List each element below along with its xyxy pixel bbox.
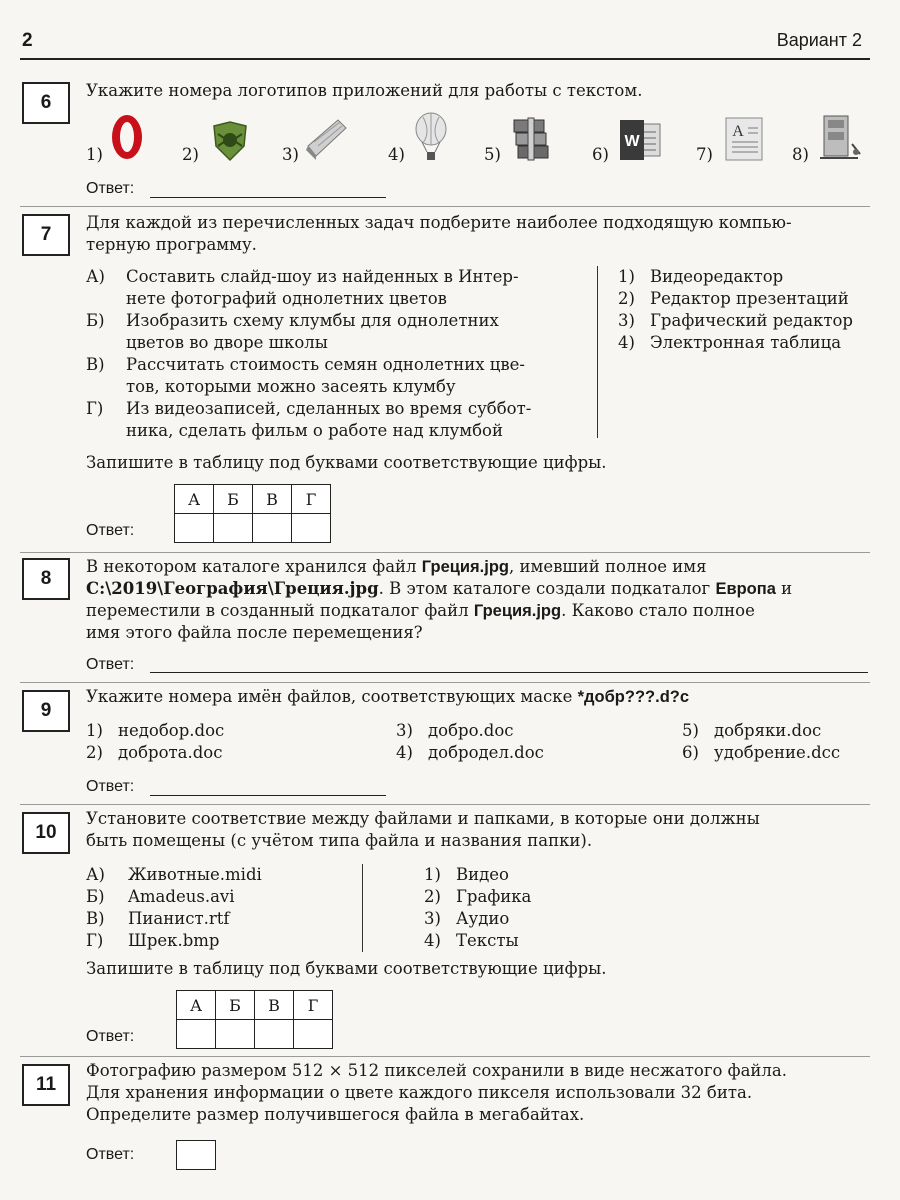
text-run: , имевший полное имя [509, 557, 707, 576]
q6-option-label: 7) [696, 145, 713, 164]
q8-text-line-2 [86, 578, 868, 600]
opera-icon [110, 112, 144, 162]
answer-cell-v[interactable] [253, 514, 292, 543]
file-letter: Б) [86, 887, 105, 906]
text-run: . Каково стало полное [561, 601, 755, 620]
balloon-icon [414, 112, 448, 162]
q8-text-line-4: имя этого файла после перемещения? [86, 623, 423, 642]
task-letter: Б) [86, 311, 105, 330]
file-name: Шрек.bmp [128, 931, 220, 950]
file-number: 6) [682, 743, 699, 762]
answer-label: Ответ: [86, 180, 135, 197]
task-text: Составить слайд-шоу из найденных в Интер- [126, 267, 519, 286]
path-emphasis: C:\2019\География\Греция.jpg [86, 579, 379, 598]
separator [20, 206, 870, 207]
file-name: удобрение.dcc [714, 743, 841, 762]
q6-option-7[interactable] [696, 112, 776, 164]
q10-text-line-1: Установите соответствие между файлами и папками, в которые они должны [86, 809, 760, 828]
q10-instruction: Запишите в таблицу под буквами соответствующие цифры. [86, 959, 607, 978]
task-text: Из видеозаписей, сделанных во время суббот- [126, 399, 532, 418]
word-icon [618, 118, 662, 162]
file-number: 3) [396, 721, 413, 740]
q7-text-line-2: терную программу. [86, 235, 257, 254]
folder-emphasis: Европа [715, 580, 776, 598]
question-number-8: 8 [22, 558, 70, 600]
q6-option-label: 3) [282, 145, 299, 164]
text-run: Укажите номера имён файлов, соответствующих маске [86, 687, 578, 706]
file-number: 4) [396, 743, 413, 762]
task-letter: Г) [86, 399, 104, 418]
q9-answer-field[interactable] [150, 794, 386, 796]
file-letter: А) [86, 865, 105, 884]
q6-option-1[interactable] [86, 112, 166, 164]
header-rule [20, 58, 870, 60]
q6-option-label: 6) [592, 145, 609, 164]
question-number-6: 6 [22, 82, 70, 124]
folder-number: 3) [424, 909, 441, 928]
text-run: переместили в созданный подкаталог файл [86, 601, 474, 620]
file-name: добро.doc [428, 721, 514, 740]
answer-label: Ответ: [86, 1146, 135, 1163]
q6-option-label: 4) [388, 145, 405, 164]
variant-title: Вариант 2 [776, 30, 862, 50]
separator [20, 552, 870, 553]
table-header-g: Г [292, 485, 331, 514]
answer-label: Ответ: [86, 522, 135, 539]
file-name: недобор.doc [118, 721, 225, 740]
answer-cell-g[interactable] [292, 514, 331, 543]
page-number: 2 [22, 30, 33, 51]
q6-option-2[interactable] [182, 112, 262, 164]
q6-option-label: 1) [86, 145, 103, 164]
q11-text-line-1: Фотографию размером 512 × 512 пикселей сохранили в виде несжатого файла. [86, 1061, 787, 1080]
task-letter: В) [86, 355, 105, 374]
answer-label: Ответ: [86, 1028, 135, 1045]
dr-web-icon [210, 120, 250, 162]
table-header-a: А [175, 485, 214, 514]
question-number-10: 10 [22, 812, 70, 854]
question-number-7: 7 [22, 214, 70, 256]
q6-option-4[interactable] [388, 112, 468, 164]
q8-text-line-1 [86, 556, 868, 578]
q6-option-6[interactable] [592, 112, 672, 164]
q11-text-line-3: Определите размер получившегося файла в мегабайтах. [86, 1105, 585, 1124]
program-label: Видеоредактор [650, 267, 784, 286]
folder-number: 4) [424, 931, 441, 950]
filename-emphasis: Греция.jpg [421, 558, 509, 576]
task-text: цветов во дворе школы [126, 333, 328, 352]
program-number: 1) [618, 267, 635, 286]
file-number: 5) [682, 721, 699, 740]
folder-label: Аудио [456, 909, 510, 928]
file-letter: В) [86, 909, 105, 928]
answer-label: Ответ: [86, 656, 135, 673]
q6-option-label: 2) [182, 145, 199, 164]
answer-cell-a[interactable] [177, 1020, 216, 1049]
column-divider [597, 266, 598, 438]
file-name: Amadeus.avi [128, 887, 235, 906]
text-run: и [775, 579, 793, 598]
q6-option-5[interactable] [484, 112, 564, 164]
svg-text:A: A [732, 123, 744, 140]
file-name: доброта.doc [118, 743, 223, 762]
q10-answer-table [176, 990, 333, 1049]
task-text: Изобразить схему клумбы для однолетних [126, 311, 499, 330]
table-header-v: В [255, 991, 294, 1020]
table-header-b: Б [214, 485, 253, 514]
answer-cell-g[interactable] [294, 1020, 333, 1049]
q7-answer-table [174, 484, 331, 543]
file-name: Пианист.rtf [128, 909, 230, 928]
answer-label: Ответ: [86, 778, 135, 795]
program-label: Электронная таблица [650, 333, 842, 352]
folder-label: Графика [456, 887, 532, 906]
mask-emphasis: *добр???.d?c [577, 688, 690, 706]
task-letter: А) [86, 267, 105, 286]
q11-text-line-2: Для хранения информации о цвете каждого пикселя использовали 32 бита. [86, 1083, 753, 1102]
task-text: Рассчитать стоимость семян однолетних цве- [126, 355, 525, 374]
program-number: 2) [618, 289, 635, 308]
folder-number: 1) [424, 865, 441, 884]
q6-option-label: 5) [484, 145, 501, 164]
program-number: 3) [618, 311, 635, 330]
filename-emphasis: Греция.jpg [473, 602, 562, 620]
task-text: тов, которыми можно засеять клумбу [126, 377, 456, 396]
q6-option-3[interactable] [282, 112, 362, 164]
task-text: нете фотографий однолетних цветов [126, 289, 447, 308]
q6-option-label: 8) [792, 145, 809, 164]
q9-text [86, 686, 868, 708]
svg-text:W: W [624, 133, 640, 150]
text-run: . В этом каталоге создали подкаталог [378, 579, 716, 598]
program-label: Графический редактор [650, 311, 853, 330]
folder-label: Тексты [456, 931, 519, 950]
q6-text: Укажите номера логотипов приложений для работы с текстом. [86, 81, 643, 100]
program-label: Редактор презентаций [650, 289, 849, 308]
notepad-icon [304, 116, 348, 162]
program-number: 4) [618, 333, 635, 352]
archiver-icon [816, 114, 862, 162]
separator [20, 1056, 870, 1057]
q8-answer-field[interactable] [150, 671, 868, 673]
q7-text-line-1: Для каждой из перечисленных задач подберите наиболее подходящую компью- [86, 213, 792, 232]
separator [20, 682, 870, 683]
q6-answer-field[interactable] [150, 196, 386, 198]
q11-answer-box[interactable] [176, 1140, 216, 1170]
answer-cell-b[interactable] [214, 514, 253, 543]
q7-instruction: Запишите в таблицу под буквами соответствующие цифры. [86, 453, 607, 472]
q10-text-line-2: быть помещены (с учётом типа файла и названия папки). [86, 831, 593, 850]
question-number-11: 11 [22, 1064, 70, 1106]
table-header-g: Г [294, 991, 333, 1020]
file-name: Животные.midi [128, 865, 262, 884]
file-letter: Г) [86, 931, 104, 950]
answer-cell-b[interactable] [216, 1020, 255, 1049]
q6-option-8[interactable] [792, 112, 872, 164]
file-name: добродел.doc [428, 743, 544, 762]
folder-label: Видео [456, 865, 509, 884]
table-header-v: В [253, 485, 292, 514]
table-header-a: А [177, 991, 216, 1020]
folder-number: 2) [424, 887, 441, 906]
task-text: ника, сделать фильм о работе над клумбой [126, 421, 503, 440]
file-number: 2) [86, 743, 103, 762]
table-header-b: Б [216, 991, 255, 1020]
separator [20, 804, 870, 805]
winrar-icon [510, 116, 552, 162]
column-divider [362, 864, 363, 952]
file-name: добряки.doc [714, 721, 822, 740]
file-number: 1) [86, 721, 103, 740]
question-number-9: 9 [22, 690, 70, 732]
answer-cell-v[interactable] [255, 1020, 294, 1049]
q8-text-line-3 [86, 600, 868, 622]
wordpad-icon [724, 116, 764, 162]
answer-cell-a[interactable] [175, 514, 214, 543]
text-run: В некотором каталоге хранился файл [86, 557, 422, 576]
